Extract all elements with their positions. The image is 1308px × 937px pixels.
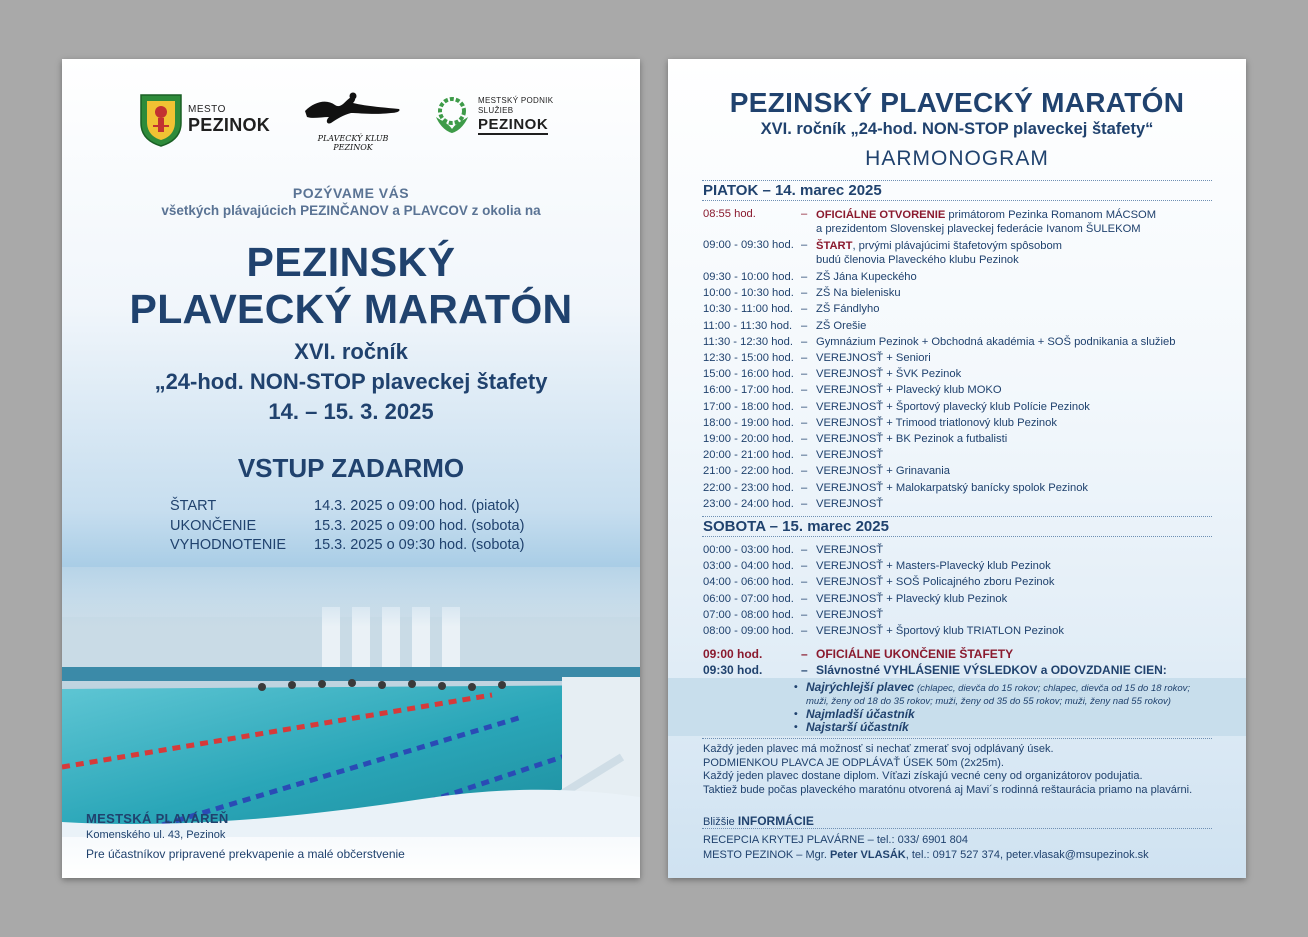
schedule-row [170, 497, 524, 517]
entry-dash: – [801, 560, 808, 573]
entry-text: ZŠ Orešie [816, 319, 867, 332]
harmonogram-page [668, 59, 1246, 878]
entry-dash: – [801, 335, 808, 348]
more-info-bold: INFORMÁCIE [737, 814, 814, 828]
harmonogram-heading: HARMONOGRAM [865, 147, 1049, 170]
schedule-entry [703, 463, 1223, 479]
entry-dash: – [801, 663, 808, 677]
schedule-entry [703, 607, 1223, 623]
entry-text [816, 238, 1223, 267]
contacts [703, 833, 1149, 863]
entry-text: ZŠ Na bielenisku [816, 287, 901, 300]
entry-time: 11:30 - 12:30 hod. [703, 335, 793, 348]
logo-plavecky-klub [298, 87, 408, 152]
participant-info [703, 743, 1223, 797]
entry-text: VEREJNOSŤ + Plavecký klub Pezinok [816, 592, 1008, 605]
award-fastest-detail1: (chlapec, dievča do 15 rokov; chlapec, dievča od 15 do 18 rokov; [917, 683, 1191, 694]
divider [702, 828, 1212, 829]
schedule-entry [703, 591, 1223, 607]
title-line2: PLAVECKÝ MARATÓN [129, 286, 573, 332]
logo-msp-line3: PEZINOK [478, 115, 549, 133]
entry-text: VEREJNOSŤ [816, 497, 884, 510]
entry-rest: , prvými plávajúcimi štafetovým spôsobom [852, 240, 1062, 252]
entry-text: VEREJNOSŤ [816, 608, 884, 621]
entry-dash: – [801, 400, 808, 413]
swimmer-logo-icon [301, 87, 405, 131]
awards-entry [703, 662, 1223, 678]
entry-time: 22:00 - 23:00 hod. [703, 481, 794, 494]
entry-text: VEREJNOSŤ + Športový klub TRIATLON Pezinok [816, 625, 1064, 638]
schedule-entry [703, 542, 1223, 558]
entry-text: VEREJNOSŤ + Grinavania [816, 465, 950, 478]
schedule-entry [703, 301, 1223, 317]
entry-text: VEREJNOSŤ + BK Pezinok a futbalisti [816, 433, 1008, 446]
schedule-entry [703, 496, 1223, 512]
venue-note: Pre účastníkov pripravené prekvapenie a malé občerstvenie [86, 847, 405, 861]
entry-dash: – [801, 352, 808, 365]
schedule-value: 15.3. 2025 o 09:30 hod. (sobota) [314, 537, 525, 553]
contact-reception: RECEPCIA KRYTEJ PLAVÁRNE – tel.: 033/ 6901 804 [703, 834, 968, 846]
schedule-entry [703, 318, 1223, 334]
poster-page [62, 59, 640, 878]
awards-list [794, 681, 1234, 734]
entry-time: 09:00 - 09:30 hod. [703, 239, 794, 251]
entry-dash: – [801, 368, 808, 381]
entry-time: 23:00 - 24:00 hod. [703, 497, 794, 510]
event-dates: 14. – 15. 3. 2025 [268, 399, 434, 424]
schedule-entry [703, 238, 1223, 267]
entry-time: 20:00 - 21:00 hod. [703, 449, 794, 462]
logo-mesto-line2: PEZINOK [188, 115, 271, 135]
entry-dash: – [801, 625, 808, 638]
edition: XVI. ročník [294, 339, 408, 364]
entry-text: ZŠ Jána Kupeckého [816, 271, 917, 283]
leaf-gear-icon [432, 95, 472, 135]
divider [702, 738, 1212, 739]
schedule-entry [703, 382, 1223, 398]
title-line1: PEZINSKÝ [246, 239, 456, 285]
schedule-entry [703, 207, 1223, 236]
contact-city [703, 848, 1149, 863]
entry-dash: – [801, 592, 808, 605]
harmonogram-title [668, 87, 1246, 139]
info-line: Každý jeden plavec má možnosť si nechať zmerať svoj odplávaný úsek. [703, 743, 1054, 755]
schedule-value: 14.3. 2025 o 09:00 hod. (piatok) [314, 498, 520, 514]
invitation [62, 185, 640, 218]
entry-text: OFICIÁLNE UKONČENIE ŠTAFETY [816, 647, 1014, 661]
entry-dash: – [801, 497, 808, 510]
logo-mesto-pezinok [138, 93, 270, 147]
entry-dash: – [801, 465, 808, 478]
invite-line2: všetkých plávajúcich PEZINČANOV a PLAVCOV z okolia na [161, 203, 541, 218]
schedule-entry [703, 415, 1223, 431]
friday-schedule [703, 207, 1223, 512]
entry-dash: – [801, 416, 808, 429]
more-info-heading [703, 814, 814, 828]
entry-time: 06:00 - 07:00 hod. [703, 592, 794, 605]
entry-line2: a prezidentom Slovenskej plaveckej federácie Ivanom ŠULEKOM [816, 223, 1141, 235]
entry-text: VEREJNOSŤ + ŠVK Pezinok [816, 368, 962, 381]
schedule-entry [703, 480, 1223, 496]
logo-mesto-line1: MESTO [188, 104, 226, 115]
pool-photo [62, 567, 640, 837]
entry-dash: – [801, 576, 808, 589]
entry-rest: primátorom Pezinka Romanom MÁCSOM [945, 209, 1157, 221]
entry-dash: – [801, 449, 808, 462]
entry-time: 17:00 - 18:00 hod. [703, 400, 794, 413]
entry-text: ZŠ Fándlyho [816, 303, 880, 316]
entry-text: VEREJNOSŤ + Trimood triatlonový klub Pezinok [816, 416, 1057, 429]
award-fastest-detail2: muži, ženy od 18 do 35 rokov; muži, ženy od 35 do 55 rokov; muži, ženy nad 55 rokov) [806, 696, 1171, 707]
subtitle: „24-hod. NON-STOP plaveckej štafety [154, 369, 548, 394]
contact-city-name: Peter VLASÁK [829, 849, 906, 861]
entry-time: 08:55 hod. [703, 208, 756, 220]
entry-dash: – [801, 239, 808, 251]
logo-msp-line1: MESTSKÝ PODNIK [478, 95, 554, 105]
entry-text: Gymnázium Pezinok + Obchodná akadémia + SOŠ podnikania a služieb [816, 335, 1176, 348]
entry-dash: – [801, 544, 808, 556]
entry-dash: – [801, 303, 808, 316]
entry-dash: – [801, 481, 808, 494]
entry-time: 18:00 - 19:00 hod. [703, 416, 794, 429]
event-title [62, 239, 640, 427]
award-fastest: Najrýchlejší plavec [806, 680, 915, 694]
entry-text: VEREJNOSŤ + Masters-Plavecký klub Pezinok [816, 560, 1051, 573]
schedule-entry [703, 269, 1223, 285]
schedule-label: VYHODNOTENIE [170, 537, 287, 553]
schedule-row [170, 536, 524, 556]
city-crest-icon [138, 93, 184, 147]
entry-time: 10:30 - 11:00 hod. [703, 303, 793, 316]
entry-time: 07:00 - 08:00 hod. [703, 608, 794, 621]
entry-time: 04:00 - 06:00 hod. [703, 576, 794, 589]
info-line: Každý jeden plavec dostane diplom. Víťazi získajú vecné ceny od organizátorov podujatia. [703, 770, 1143, 782]
entry-time: 09:00 hod. [703, 647, 763, 661]
schedule-entry [703, 558, 1223, 574]
entry-dash: – [801, 608, 808, 621]
entry-dash: – [801, 384, 808, 397]
venue-name: MESTSKÁ PLAVÁREŇ [86, 811, 229, 826]
entry-text [816, 207, 1223, 236]
schedule-entry [703, 399, 1223, 415]
schedule-value: 15.3. 2025 o 09:00 hod. (sobota) [314, 517, 525, 534]
entry-time: 12:30 - 15:00 hod. [703, 352, 794, 365]
closing-entry [703, 646, 1223, 662]
schedule-entry [703, 334, 1223, 350]
entry-text: VEREJNOSŤ + SOŠ Policajného zboru Pezinok [816, 576, 1055, 589]
entry-time: 21:00 - 22:00 hod. [703, 465, 794, 478]
schedule-label: UKONČENIE [170, 517, 257, 534]
r-title-main: PEZINSKÝ PLAVECKÝ MARATÓN [729, 87, 1185, 118]
entry-dash: – [801, 271, 808, 283]
schedule-entry [703, 623, 1223, 639]
entry-text: VEREJNOSŤ [816, 449, 884, 462]
event-schedule [170, 497, 524, 556]
entry-time: 19:00 - 20:00 hod. [703, 433, 794, 446]
bullet-icon: • [794, 721, 798, 733]
schedule-row [170, 517, 524, 537]
bullet-icon: • [794, 681, 798, 693]
entry-text: VEREJNOSŤ + Športový plavecký klub Polície Pezinok [816, 400, 1090, 413]
entry-text: VEREJNOSŤ + Plavecký klub MOKO [816, 384, 1002, 397]
closing-schedule [703, 646, 1223, 678]
entry-dash: – [801, 287, 808, 300]
entry-time: 09:30 - 10:00 hod. [703, 271, 794, 283]
entry-time: 16:00 - 17:00 hod. [703, 384, 794, 397]
entry-time: 11:00 - 11:30 hod. [703, 319, 793, 332]
entry-time: 15:00 - 16:00 hod. [703, 368, 794, 381]
day-heading-friday: PIATOK – 14. marec 2025 [702, 180, 1212, 201]
entry-dash: – [801, 319, 808, 332]
invite-line1: POZÝVAME VÁS [292, 185, 410, 201]
award-item [794, 721, 1234, 734]
entry-dash: – [801, 647, 808, 661]
schedule-entry [703, 350, 1223, 366]
schedule-entry [703, 574, 1223, 590]
more-info-prefix: Bližšie [703, 816, 735, 828]
r-title-sub: XVI. ročník „24-hod. NON-STOP plaveckej štafety“ [760, 120, 1154, 138]
award-item [794, 681, 1234, 708]
entry-text: VEREJNOSŤ + Malokarpatský banícky spolok Pezinok [816, 481, 1089, 494]
contact-city-suffix: , tel.: 0917 527 374, peter.vlasak@msupezinok.sk [905, 849, 1149, 861]
contact-city-prefix: MESTO PEZINOK – Mgr. [703, 849, 827, 861]
entry-time: 10:00 - 10:30 hod. [703, 287, 794, 300]
day-heading-saturday: SOBOTA – 15. marec 2025 [702, 516, 1212, 537]
entry-dash: – [801, 433, 808, 446]
schedule-label: ŠTART [170, 498, 217, 514]
saturday-schedule [703, 542, 1223, 639]
entry-text: Slávnostné VYHLÁSENIE VÝSLEDKOV a ODOVZDANIE CIEN: [816, 663, 1167, 677]
venue-address: Komenského ul. 43, Pezinok [86, 829, 226, 841]
entry-time: 00:00 - 03:00 hod. [703, 544, 794, 556]
award-oldest: Najstarší účastník [806, 720, 909, 734]
entry-time: 08:00 - 09:00 hod. [703, 625, 794, 638]
info-line: Taktiež bude počas plaveckého maratónu otvorená aj Mavi´s rodinná reštaurácia priamo na plavárni. [703, 783, 1193, 796]
entry-line2: budú členovia Plaveckého klubu Pezinok [816, 254, 1019, 266]
entry-time: 03:00 - 04:00 hod. [703, 560, 794, 573]
info-line: PODMIENKOU PLAVCA JE ODPLÁVAŤ ÚSEK 50m (2x25m). [703, 756, 1004, 769]
entry-bold: OFICIÁLNE OTVORENIE [816, 209, 946, 221]
logo-msp-line2: SLUŽIEB [478, 105, 514, 115]
logos-row [62, 87, 640, 157]
bullet-icon: • [794, 708, 798, 720]
entry-dash: – [801, 208, 808, 220]
schedule-entry [703, 285, 1223, 301]
venue-info [86, 811, 405, 861]
schedule-entry [703, 447, 1223, 463]
schedule-entry [703, 431, 1223, 447]
entry-bold: ŠTART [816, 240, 853, 252]
logo-klub-text: PLAVECKÝ KLUB PEZINOK [317, 134, 389, 152]
logo-mestsky-podnik [432, 95, 553, 135]
entry-text: VEREJNOSŤ + Seniori [816, 352, 931, 365]
entry-time: 09:30 hod. [703, 663, 763, 677]
entry-text: VEREJNOSŤ [816, 544, 884, 556]
free-entry: VSTUP ZADARMO [237, 453, 465, 483]
schedule-entry [703, 366, 1223, 382]
award-youngest: Najmladší účastník [806, 707, 915, 721]
